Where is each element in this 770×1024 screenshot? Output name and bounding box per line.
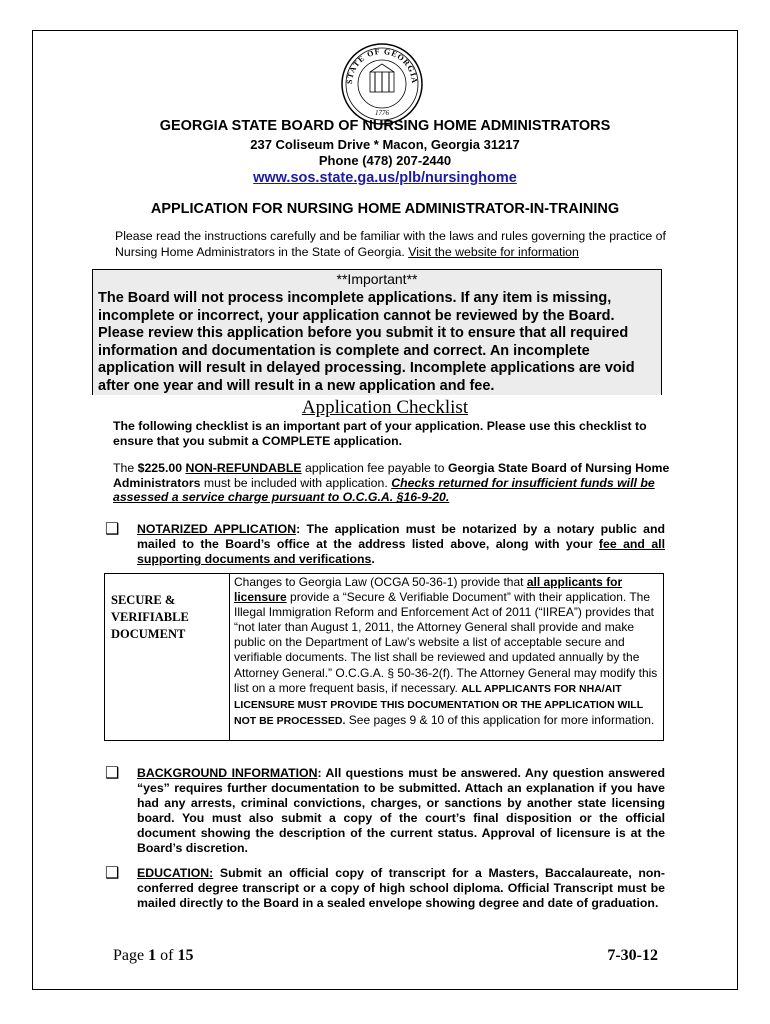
checkbox-icon[interactable]: ❑ [105,865,120,882]
returned-checks-warning: Checks returned for insufficient funds will be assessed a service charge pursuant to O.C.G.A. §16-9-20. [113,475,655,505]
important-body: The Board will not process incomplete applications. If any item is missing, incomplete or incorrect, your application cannot be reviewed by the Board. Please review this application before you submit it to ensure that all required information and documentation is complete and correct. An incomplete application will result in delayed processing. Incomplete applications are void after one year and will result in a new application and fee. [98,290,635,394]
item-label: EDUCATION: [137,866,214,880]
checkbox-icon[interactable]: ❑ [105,521,120,538]
checklist-item-education: ❑ EDUCATION: Submit an official copy of transcript for a Masters, Baccalaureate, non-conferred degree transcript or a copy of high school diploma. Official Transcript must be mailed directly to the Board in a sealed envelope showing degree and date of graduation. [105,865,665,910]
state-seal-logo [340,42,424,126]
seal-year: 1776 [375,109,389,117]
board-address: 237 Coliseum Drive * Macon, Georgia 31217 [250,137,520,152]
seal-top-text: STATE OF GEORGIA [344,46,420,85]
revision-date: 7-30-12 [607,947,658,964]
important-title: **Important** [336,271,418,287]
fee-paragraph: The $225.00 NON-REFUNDABLE application fee payable to Georgia State Board of Nursing Home Administrators must be included with application. Checks returned for insufficient funds will be assessed a service charge pursuant to O.C.G.A. §16-9-20. [113,461,670,505]
fee-payee: Georgia State Board of Nursing Home Administrators [113,461,670,490]
checkbox-icon[interactable]: ❑ [105,765,120,782]
checklist-item-notarized: ❑ NOTARIZED APPLICATION: The application must be notarized by a notary public and mailed to the Board’s office at the address listed above, along with your fee and all supporting documents and verifications. [105,521,666,566]
visit-website-link[interactable]: Visit the website for information [408,245,579,259]
fee-amount: $225.00 [137,461,183,475]
non-refundable-label: NON-REFUNDABLE [185,461,302,475]
checklist-title: Application Checklist [301,397,469,418]
secure-document-text: Changes to Georgia Law (OCGA 50-36-1) provide that all applicants for licensure provide a “Secure & Verifiable Document” with their application. The Illegal Immigration Reform and Enforcement Act of 2011 (“IIREA”) provides that “not later than August 1, 2011, the Attorney General shall provide and make public on the Department of Law’s website a list of acceptable secure and verifiable documents. The list shall be reviewed and updated annually by the Attorney General.” O.C.G.A. § 50-36-2(f). The Attorney General may modify this list on a more frequent basis, if necessary. ALL APPLICANTS FOR NHA/AIT LICENSURE MUST PROVIDE THIS DOCUMENTATION OR THE APPLICATION WILL NOT BE PROCESSED. See pages 9 & 10 of this application for more information. [234,575,658,727]
board-phone: Phone (478) 207-2440 [318,153,452,168]
intro-text: Please read the instructions carefully and be familiar with the laws and rules governing the practice of Nursing Home Administrators in the State of Georgia. [115,229,666,259]
application-title: APPLICATION FOR NURSING HOME ADMINISTRATOR-IN-TRAINING [150,201,620,217]
intro-paragraph [115,228,675,260]
checklist-item-background: ❑ BACKGROUND INFORMATION: All questions must be answered. Any question answered “yes” requires further documentation to be submitted. Attach an explanation if you have had any arrests, criminal convictions, charges, or sanctions by another state licensing board. You must also submit a copy of the court’s final disposition or the official document showing the description of the current status. Approval of licensure is at the Board’s discretion. [105,765,665,855]
page-number: Page 1 of 15 [113,947,194,964]
item-label: BACKGROUND INFORMATION [137,766,318,780]
checklist-intro: The following checklist is an important part of your application. Please use this checklist to ensure that you submit a COMPLETE application. [113,419,647,448]
board-title: GEORGIA STATE BOARD OF NURSING HOME ADMINISTRATORS [159,118,611,134]
item-label: NOTARIZED APPLICATION [137,522,297,536]
secure-document-label: SECURE & VERIFIABLE DOCUMENT [111,593,189,641]
board-website-link[interactable]: www.sos.state.ga.us/plb/nursinghome [253,170,517,186]
table-divider [229,573,230,741]
